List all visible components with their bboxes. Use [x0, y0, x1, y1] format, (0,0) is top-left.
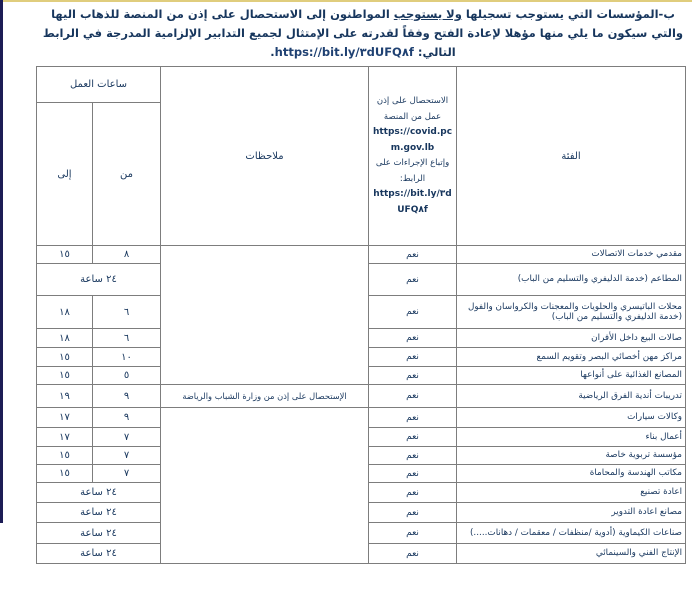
to-cell: ١٨	[37, 329, 93, 348]
permit-cell: نعم	[369, 246, 457, 264]
header-row-1	[37, 67, 686, 103]
permit-cell: نعم	[369, 329, 457, 348]
permit-cell: نعم	[369, 385, 457, 408]
from-cell: ٦	[93, 329, 161, 348]
hours-24-cell: ٢٤ ساعة	[37, 503, 161, 523]
to-cell: ١٥	[37, 367, 93, 385]
permit-cell: نعم	[369, 523, 457, 544]
permit-cell: نعم	[369, 428, 457, 447]
permit-cell: نعم	[369, 296, 457, 329]
permit-cell: نعم	[369, 408, 457, 428]
category-cell: صناعات الكيماوية (أدوية /منظفات / معقمات / دهانات.....)	[457, 523, 686, 544]
to-cell: ١٥	[37, 465, 93, 483]
intro-bold-phrase: ولا يستوجب	[393, 7, 462, 21]
permit-header-text-2: وإتباع الإجراءات على الرابط:	[375, 158, 450, 184]
top-accent-line	[0, 0, 692, 2]
from-cell: ٧	[93, 447, 161, 465]
from-header: من	[93, 103, 161, 246]
from-cell: ٨	[93, 246, 161, 264]
categories-table	[36, 66, 686, 564]
category-cell: أعمال بناء	[457, 428, 686, 447]
category-cell: الإنتاج الفني والسينمائي	[457, 544, 686, 564]
intro-text-part2: المواطنون إلى الاستحصال على إذن من المنصة للذهاب اليها والتي سيكون ما يلي منها مؤهلا لإعادة الفتح وفقاً لقدرته على الإمتثال لجميع التدابير الإلزامية المدرجة في الرابط التالي:	[42, 7, 684, 59]
category-cell: صالات البيع داخل الأفران	[457, 329, 686, 348]
category-cell: مراكز مهن أخصائي البصر وتقويم السمع	[457, 348, 686, 367]
hours-24-cell: ٢٤ ساعة	[37, 264, 161, 296]
intro-link[interactable]: https://bit.ly/٣dUFQ٨f	[274, 45, 414, 59]
to-cell: ١٩	[37, 385, 93, 408]
from-cell: ٦	[93, 296, 161, 329]
permit-cell: نعم	[369, 544, 457, 564]
to-cell: ١٧	[37, 428, 93, 447]
hours-24-cell: ٢٤ ساعة	[37, 483, 161, 503]
category-header: الفئة	[457, 67, 686, 246]
permit-cell: نعم	[369, 367, 457, 385]
to-cell: ١٧	[37, 408, 93, 428]
intro-period: .	[270, 45, 275, 59]
from-cell: ٥	[93, 367, 161, 385]
category-cell: مصانع اعادة التدوير	[457, 503, 686, 523]
category-cell: المصانع الغذائية على أنواعها	[457, 367, 686, 385]
permit-header-url-2: https://bit.ly/٣dUFQ٨f	[373, 189, 452, 215]
table-row	[37, 385, 686, 408]
notes-cell-empty	[161, 246, 369, 385]
from-cell: ٧	[93, 428, 161, 447]
permit-cell: نعم	[369, 465, 457, 483]
to-cell: ١٥	[37, 246, 93, 264]
permit-cell: نعم	[369, 447, 457, 465]
permit-cell: نعم	[369, 264, 457, 296]
notes-header: ملاحظات	[161, 67, 369, 246]
permit-header	[369, 67, 457, 246]
notes-cell-empty	[161, 408, 369, 564]
category-cell: مؤسسة تربوية خاصة	[457, 447, 686, 465]
permit-header-text-1: الاستحصال على إذن عمل من المنصة	[376, 96, 449, 122]
permit-header-url-1: https://covid.pcm.gov.lb	[372, 127, 453, 153]
to-cell: ١٥	[37, 447, 93, 465]
work-hours-header: ساعات العمل	[37, 67, 161, 103]
hours-24-cell: ٢٤ ساعة	[37, 544, 161, 564]
to-header: إلى	[37, 103, 93, 246]
category-cell: اعادة تصنيع	[457, 483, 686, 503]
from-cell: ٧	[93, 465, 161, 483]
intro-text-part1: ب-المؤسسات التي يستوجب تسجيلها	[461, 7, 675, 21]
table-row	[37, 246, 686, 264]
category-cell: محلات الباتيسري والحلويات والمعجنات والكرواسان والفول (خدمة الدليفري والتسليم من الباب)	[457, 296, 686, 329]
category-cell: مقدمي خدمات الاتصالات	[457, 246, 686, 264]
category-cell: مكاتب الهندسة والمحاماة	[457, 465, 686, 483]
permit-cell: نعم	[369, 483, 457, 503]
permit-cell: نعم	[369, 503, 457, 523]
hours-24-cell: ٢٤ ساعة	[37, 523, 161, 544]
category-cell: وكالات سيارات	[457, 408, 686, 428]
permit-cell: نعم	[369, 348, 457, 367]
category-cell: المطاعم (خدمة الدليفري والتسليم من الباب)	[457, 264, 686, 296]
from-cell: ٩	[93, 385, 161, 408]
table-row	[37, 408, 686, 428]
to-cell: ١٥	[37, 348, 93, 367]
intro-paragraph	[42, 5, 684, 62]
from-cell: ٩	[93, 408, 161, 428]
category-cell: تدريبات أندية الفرق الرياضية	[457, 385, 686, 408]
to-cell: ١٨	[37, 296, 93, 329]
from-cell: ١٠	[93, 348, 161, 367]
notes-cell: الإستحصال على إذن من وزارة الشباب والرياضة	[161, 385, 369, 408]
left-border-bar	[0, 0, 3, 523]
